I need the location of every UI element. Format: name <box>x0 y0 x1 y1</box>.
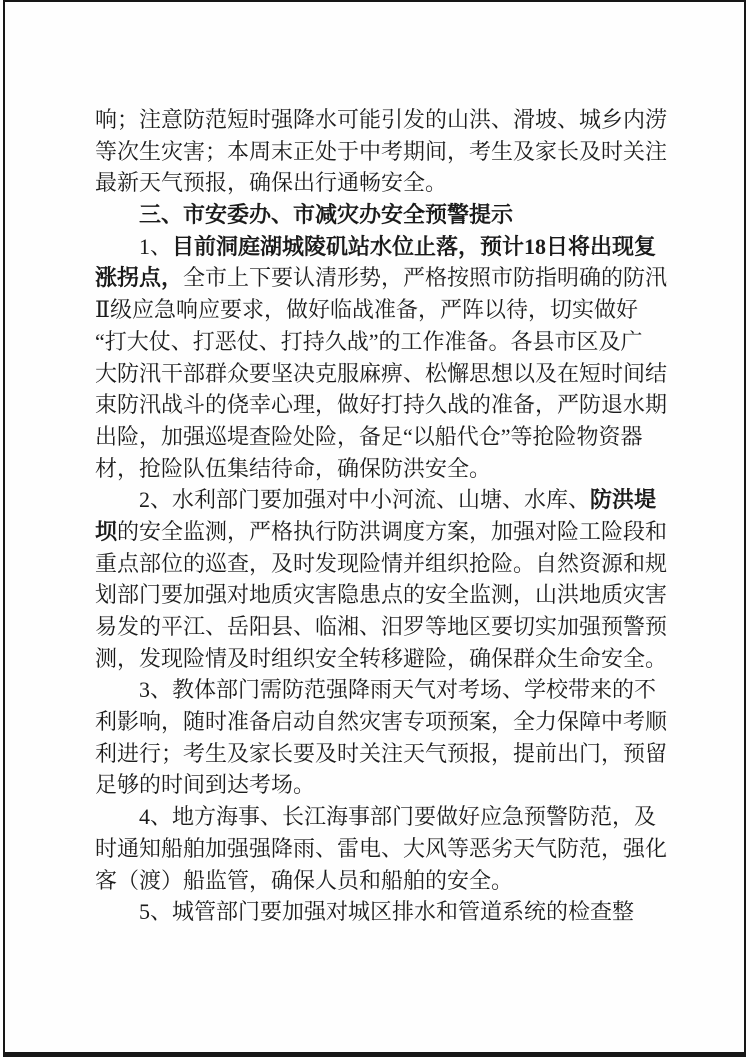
text-line <box>95 294 669 326</box>
text-segment: 大防汛干部群众要坚决克服麻痹、松懈思想以及在短时间结 <box>95 360 668 386</box>
text-line <box>95 579 669 611</box>
text-segment: “打大仗、打恶仗、打持久战”的工作准备。各县市区及广 <box>95 328 643 354</box>
text-line <box>95 199 669 231</box>
bold-text-segment: 目前洞庭湖城陵矶站水位止落，预计18日将出现复 <box>172 233 657 259</box>
text-segment: 3、教体部门需防范强降雨天气对考场、学校带来的不 <box>139 677 657 703</box>
text-line <box>95 643 669 675</box>
text-segment: 时通知船舶加强强降雨、雷电、大风等恶劣天气防范，强化 <box>95 835 668 861</box>
document-body <box>95 104 669 928</box>
text-line <box>95 674 669 706</box>
text-segment: 易发的平江、岳阳县、临湘、汨罗等地区要切实加强预警预 <box>95 614 668 639</box>
text-segment: 全市上下要认清形势，严格按照市防指明确的防汛 <box>183 265 668 291</box>
text-line <box>95 865 669 897</box>
text-line <box>95 326 669 358</box>
text-line <box>95 896 669 928</box>
text-line <box>95 358 669 390</box>
bold-text-segment: 涨拐点， <box>95 265 184 291</box>
text-segment: 材，抢险队伍集结待命，确保防洪安全。 <box>95 455 492 481</box>
text-segment: 重点部位的巡查，及时发现险情并组织抢险。自然资源和规 <box>95 550 668 576</box>
text-segment: 5、城管部门要加强对城区排水和管道系统的检查整 <box>139 899 635 925</box>
text-line <box>95 136 669 168</box>
text-segment: 等次生灾害；本周末正处于中考期间，考生及家长及时关注 <box>95 138 668 164</box>
text-line <box>95 262 669 294</box>
text-segment: 足够的时间到达考场。 <box>95 772 316 798</box>
text-line <box>95 104 669 136</box>
text-line <box>95 453 669 485</box>
bold-text-segment: 三、市安委办、市减灾办安全预警提示 <box>139 202 514 228</box>
text-segment: 的安全监测，严格执行防洪调度方案，加强对险工险段和 <box>117 518 668 544</box>
text-line <box>95 548 669 580</box>
bold-text-segment: 防洪堤 <box>590 487 657 513</box>
text-line <box>95 769 669 801</box>
text-line <box>95 611 669 643</box>
text-segment: 响；注意防范短时强降水可能引发的山洪、滑坡、城乡内涝 <box>95 107 668 132</box>
text-segment: 最新天气预报，确保出行通畅安全。 <box>95 170 448 196</box>
text-line <box>95 421 669 453</box>
text-segment: 划部门要加强对地质灾害隐患点的安全监测，山洪地质灾害 <box>95 582 668 608</box>
text-segment: 1、 <box>139 233 173 259</box>
text-segment: 客（渡）船监管，确保人员和船舶的安全。 <box>95 867 514 893</box>
text-segment: 利进行；考生及家长要及时关注天气预报，提前出门，预留 <box>95 740 668 766</box>
text-segment: 2、水利部门要加强对中小河流、山塘、水库、 <box>139 487 591 513</box>
text-line <box>95 706 669 738</box>
text-line <box>95 801 669 833</box>
text-segment: 4、地方海事、长江海事部门要做好应急预警防范，及 <box>139 804 657 830</box>
text-line <box>95 833 669 865</box>
text-line <box>95 167 669 199</box>
text-segment: 束防汛战斗的侥幸心理，做好打持久战的准备，严防退水期 <box>95 392 668 418</box>
text-segment: 出险，加强巡堤查险处险，备足“以船代仓”等抢险物资器 <box>95 423 643 449</box>
bold-text-segment: 坝 <box>95 518 118 544</box>
text-line <box>95 484 669 516</box>
text-line <box>95 738 669 770</box>
text-line <box>95 231 669 263</box>
text-line <box>95 516 669 548</box>
text-segment: 测，发现险情及时组织安全转移避险，确保群众生命安全。 <box>95 645 668 671</box>
text-segment: Ⅱ级应急响应要求，做好临战准备，严阵以待，切实做好 <box>95 297 638 323</box>
text-segment: 利影响，随时准备启动自然灾害专项预案，全力保障中考顺 <box>95 709 668 735</box>
text-line <box>95 389 669 421</box>
